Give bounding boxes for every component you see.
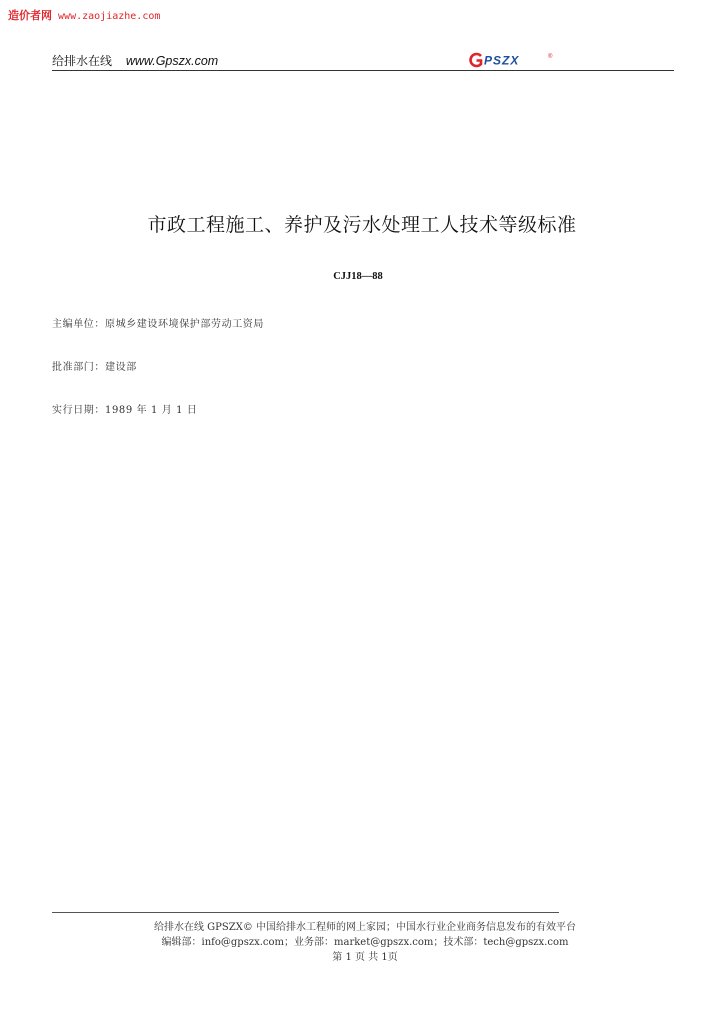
meta-chief-editor <box>52 315 264 330</box>
meta-value: 1989 年 1 月 1 日 <box>105 405 198 416</box>
meta-approving-department <box>52 358 137 373</box>
meta-label: 批准部门： <box>52 362 105 373</box>
header-site-info <box>52 52 218 69</box>
footer-contacts: 编辑部：info@gpszx.com；业务部：market@gpszx.com；技术部：tech@gpszx.com <box>161 937 569 948</box>
watermark-site-name: 造价者网 <box>8 9 52 22</box>
footer-slogan: 给排水在线 GPSZX© 中国给排水工程师的网上家园；中国水行业企业商务信息发布的有效平台 <box>154 922 576 933</box>
logo-text: PSZX <box>484 53 520 68</box>
watermark <box>8 7 160 23</box>
header-site-url[interactable]: www.Gpszx.com <box>125 54 219 68</box>
header-divider <box>52 70 674 71</box>
footer-divider <box>52 912 559 913</box>
logo-g-icon <box>471 54 481 66</box>
meta-value: 建设部 <box>105 362 137 373</box>
page-header <box>52 52 674 72</box>
meta-effective-date <box>52 401 197 416</box>
document-title: 市政工程施工、养护及污水处理工人技术等级标准 <box>147 214 577 236</box>
header-site-name: 给排水在线 <box>52 54 113 68</box>
meta-value: 原城乡建设环境保护部劳动工资局 <box>105 319 264 330</box>
meta-label: 实行日期： <box>52 405 105 416</box>
meta-label: 主编单位： <box>52 319 105 330</box>
document-code: CJJ18—88 <box>333 271 383 282</box>
gpszx-logo <box>467 52 557 68</box>
page-footer <box>0 920 724 965</box>
footer-page-number: 第 1 页 共 1页 <box>332 952 398 963</box>
watermark-url[interactable]: www.zaojiazhe.com <box>58 11 161 22</box>
logo-registered-mark: ® <box>548 54 553 60</box>
